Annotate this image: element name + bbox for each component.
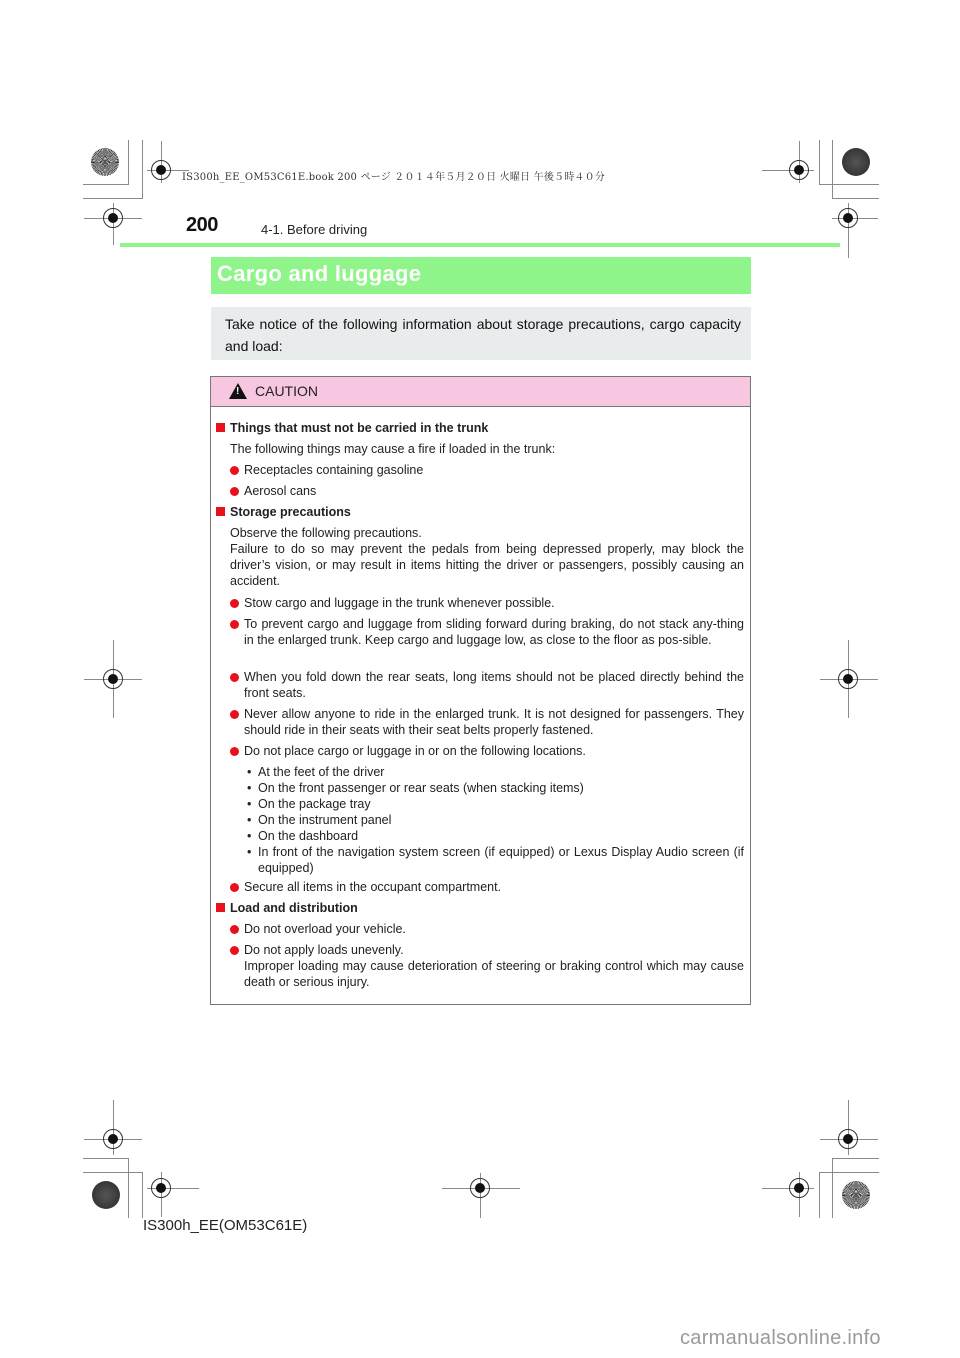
crop-mark	[128, 1158, 129, 1218]
red-dot-bullet-icon	[230, 925, 239, 934]
crosshair-icon	[838, 669, 858, 689]
crop-mark	[832, 1158, 833, 1218]
red-dot-bullet-icon	[230, 620, 239, 629]
sub-list-item: • On the dashboard	[247, 829, 359, 843]
page-number: 200	[186, 214, 218, 236]
registration-disc-icon	[842, 148, 870, 176]
file-stamp: IS300h_EE_OM53C61E.book 200 ページ ２０１４年５月２０日 火曜日 午後５時４０分	[182, 172, 606, 183]
crop-mark	[128, 140, 129, 185]
crosshair-icon	[103, 1129, 123, 1149]
crop-mark	[83, 1158, 129, 1159]
header-rule	[120, 243, 840, 247]
crosshair-icon	[470, 1178, 490, 1198]
list-item: Do not apply loads unevenly.	[230, 942, 744, 958]
caution-header	[211, 377, 750, 407]
list-item: Do not place cargo or luggage in or on the following locations.	[230, 743, 744, 759]
list-item: Aerosol cans	[230, 483, 744, 499]
sub-list-item: • In front of the navigation system screen (if equipped) or Lexus Display Audio screen (if equipped)	[247, 845, 744, 875]
page-title-bar	[211, 257, 751, 294]
list-item: Receptacles containing gasoline	[230, 462, 744, 478]
paragraph: Improper loading may cause deterioration of steering or braking control which may cause death or serious injury.	[244, 959, 744, 989]
watermark: carmanualsonline.info	[680, 1327, 881, 1349]
section-heading: Storage precautions	[216, 504, 351, 520]
sub-list-item: • At the feet of the driver	[247, 765, 385, 779]
caution-box	[210, 376, 751, 1005]
square-bullet-icon	[216, 423, 225, 432]
crop-mark	[832, 1158, 879, 1159]
paragraph: Observe the following precautions.	[230, 526, 422, 540]
red-dot-bullet-icon	[230, 466, 239, 475]
red-dot-bullet-icon	[230, 599, 239, 608]
registration-disc-icon	[842, 1181, 870, 1209]
crosshair-icon	[789, 1178, 809, 1198]
crosshair-icon	[151, 160, 171, 180]
sub-list-item: • On the package tray	[247, 797, 371, 811]
registration-disc-icon	[92, 1181, 120, 1209]
intro-box: Take notice of the following information about storage precautions, cargo capacity and load:	[211, 307, 751, 360]
square-bullet-icon	[216, 507, 225, 516]
red-dot-bullet-icon	[230, 747, 239, 756]
crosshair-icon	[103, 208, 123, 228]
crosshair-icon	[838, 208, 858, 228]
warning-triangle-icon	[229, 383, 247, 399]
list-item: Stow cargo and luggage in the trunk whenever possible.	[230, 595, 744, 611]
crop-mark	[142, 140, 143, 198]
crosshair-icon	[103, 669, 123, 689]
paragraph: Failure to do so may prevent the pedals from being depressed properly, may block the driver’s vision, or may result in items hitting the driver or passengers, possibly causing an accident.	[230, 542, 744, 588]
crop-mark	[142, 1172, 143, 1218]
square-bullet-icon	[216, 903, 225, 912]
red-dot-bullet-icon	[230, 673, 239, 682]
red-dot-bullet-icon	[230, 946, 239, 955]
list-item: When you fold down the rear seats, long items should not be placed directly behind the front seats.	[230, 669, 744, 701]
section-label: 4-1. Before driving	[261, 222, 368, 237]
crop-mark	[832, 198, 879, 199]
list-item: Secure all items in the occupant compartment.	[230, 879, 744, 895]
sub-list-item: • On the front passenger or rear seats (when stacking items)	[247, 781, 584, 795]
crosshair-icon	[789, 160, 809, 180]
crop-mark	[819, 184, 879, 185]
page-title: Cargo and luggage	[217, 261, 422, 286]
crosshair-icon	[151, 1178, 171, 1198]
crop-mark	[83, 198, 143, 199]
list-item: Never allow anyone to ride in the enlarged trunk. It is not designed for passengers. They should ride in their seats with their seat belts properly fastened.	[230, 706, 744, 738]
crop-mark	[832, 140, 833, 198]
document-code: IS300h_EE(OM53C61E)	[143, 1217, 308, 1234]
caution-label: CAUTION	[255, 383, 318, 399]
crop-mark	[819, 140, 820, 185]
section-heading: Things that must not be carried in the trunk	[216, 420, 488, 436]
sub-list-item: • On the instrument panel	[247, 813, 392, 827]
list-item: To prevent cargo and luggage from sliding forward during braking, do not stack any-thing in the enlarged trunk. Keep cargo and luggage low, as close to the floor as pos-sible.	[230, 616, 744, 648]
crop-mark	[83, 1172, 143, 1173]
red-dot-bullet-icon	[230, 710, 239, 719]
red-dot-bullet-icon	[230, 487, 239, 496]
registration-disc-icon	[91, 148, 119, 176]
crop-mark	[819, 1172, 820, 1218]
crop-mark	[819, 1172, 879, 1173]
crop-mark	[83, 184, 129, 185]
section-heading: Load and distribution	[216, 900, 358, 916]
red-dot-bullet-icon	[230, 883, 239, 892]
paragraph: The following things may cause a fire if loaded in the trunk:	[230, 442, 556, 456]
crosshair-icon	[838, 1129, 858, 1149]
list-item: Do not overload your vehicle.	[230, 921, 744, 937]
